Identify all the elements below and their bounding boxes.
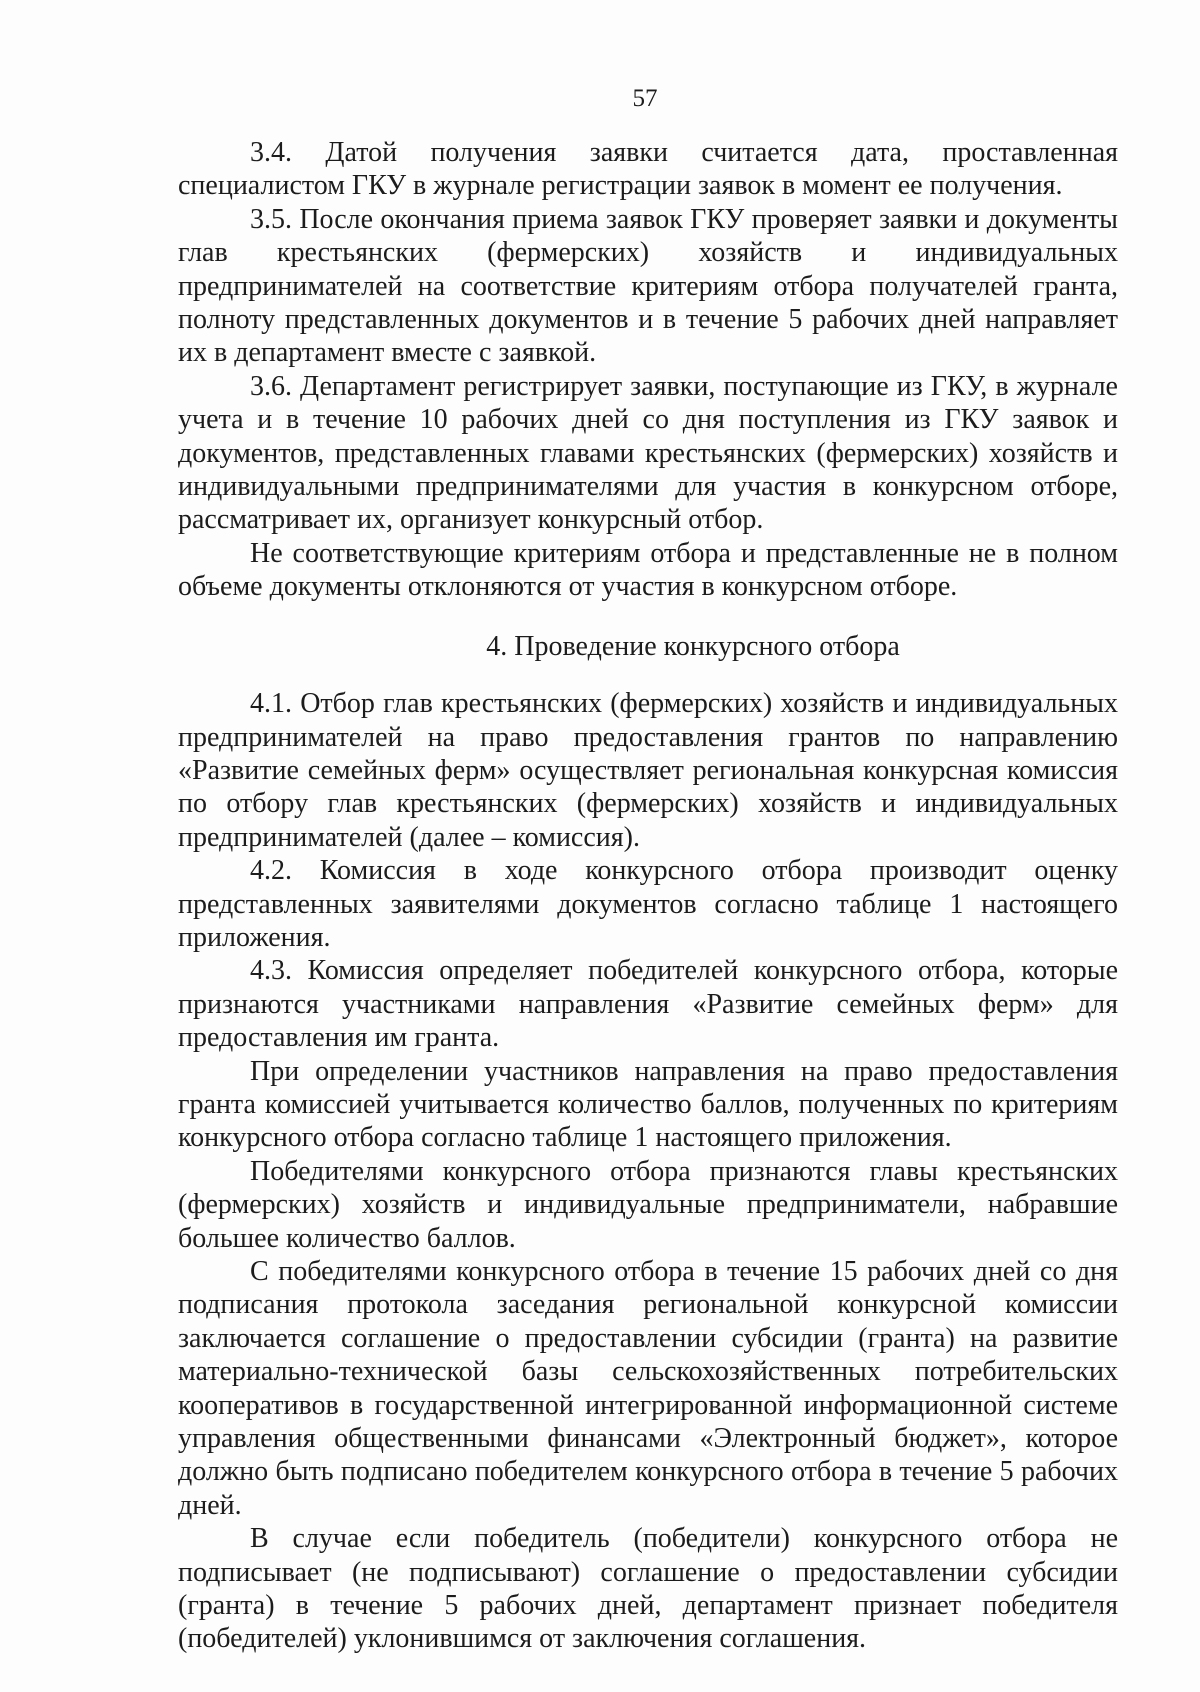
paragraph-4-2: 4.2. Комиссия в ходе конкурсного отбора производит оценку представленных заявителями документов согласно таблице 1 настоящего приложения. (178, 855, 1118, 953)
page-number: 57 (632, 85, 658, 112)
paragraph-points: При определении участников направления на право предоставления гранта комиссией учитывается количество баллов, полученных по критериям конкурсного отбора согласно таблице 1 настоящего приложения. (178, 1055, 1118, 1154)
paragraph-3-4: 3.4. Датой получения заявки считается дата, проставленная специалистом ГКУ в журнале регистрации заявок в момент ее получения. (178, 137, 1118, 202)
paragraph-refusal: В случае если победитель (победители) конкурсного отбора не подписывает (не подписывают) соглашение о предоставлении субсидии (гранта) в течение 5 рабочих дней, департамент признает победителя (победителей) уклонившимся от заключения соглашения. (178, 1523, 1118, 1655)
paragraph-3-6: 3.6. Департамент регистрирует заявки, поступающие из ГКУ, в журнале учета и в течение 10 рабочих дней со дня поступления из ГКУ заявок и документов, представленных главами крестьянских (фермерских) хозяйств и индивидуальными предпринимателями для участия в конкурсном отборе, рассматривает их, организует конкурсный отбор. (178, 370, 1118, 536)
paragraph-winners: Победителями конкурсного отбора признаются главы крестьянских (фермерских) хозяйств и индивидуальные предприниматели, набравшие большее количество баллов. (178, 1155, 1118, 1254)
section-4-title: 4. Проведение конкурсного отбора (486, 630, 900, 662)
paragraph-agreement: С победителями конкурсного отбора в течение 15 рабочих дней со дня подписания протокола заседания региональной конкурсной комиссии заключается соглашение о предоставлении субсидии (гранта) на развитие материально-технической базы сельскохозяйственных потребительских кооперативов в государственной интегрированной информационной системе управления общественными финансами «Электронный бюджет», которое должно быть подписано победителем конкурсного отбора в течение 5 рабочих дней. (178, 1256, 1118, 1521)
paragraph-3-5: 3.5. После окончания приема заявок ГКУ проверяет заявки и документы глав крестьянских (фермерских) хозяйств и индивидуальных предпринимателей на соответствие критериям отбора получателей гранта, полноту представленных документов и в течение 5 рабочих дней направляет их в департамент вместе с заявкой. (178, 203, 1118, 369)
page-content (178, 136, 1118, 1656)
paragraph-4-3: 4.3. Комиссия определяет победителей конкурсного отбора, которые признаются участниками направления «Развитие семейных ферм» для предоставления им гранта. (178, 955, 1118, 1054)
paragraph-rejection: Не соответствующие критериям отбора и представленные не в полном объеме документы отклоняются от участия в конкурсном отборе. (178, 537, 1118, 603)
paragraph-4-1: 4.1. Отбор глав крестьянских (фермерских) хозяйств и индивидуальных предпринимателей на право предоставления грантов по направлению «Развитие семейных ферм» осуществляет региональная конкурсная комиссия по отбору глав крестьянских (фермерских) хозяйств и индивидуальных предпринимателей (далее – комиссия). (178, 688, 1118, 853)
